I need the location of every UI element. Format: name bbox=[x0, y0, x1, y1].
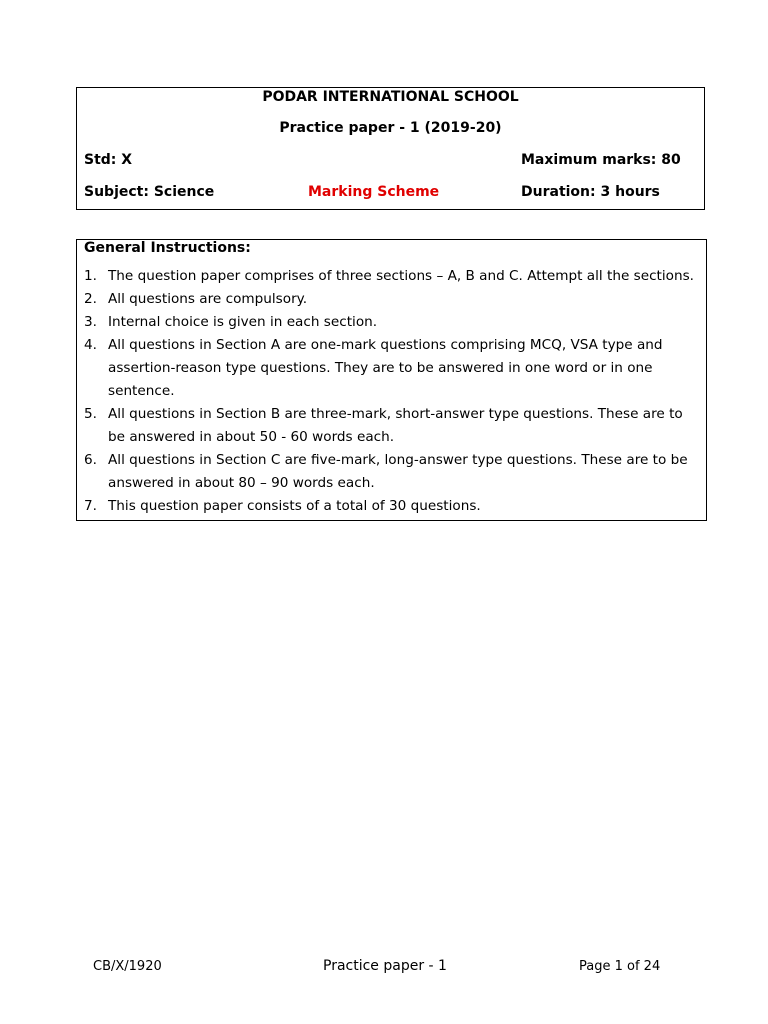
paper-header-box bbox=[76, 87, 705, 210]
school-name: PODAR INTERNATIONAL SCHOOL bbox=[262, 89, 519, 105]
instruction-number: 4. bbox=[84, 337, 97, 353]
paper-title: Practice paper - 1 (2019-20) bbox=[279, 120, 502, 136]
instruction-item bbox=[84, 311, 698, 334]
instruction-item bbox=[84, 334, 698, 403]
instructions-box bbox=[76, 239, 707, 521]
instruction-text: All questions in Section C are five-mark, long-answer type questions. These are to be answered in about 80 – 90 words each. bbox=[108, 452, 688, 491]
instruction-number: 1. bbox=[84, 268, 97, 284]
instruction-number: 6. bbox=[84, 452, 97, 468]
max-marks-label: Maximum marks: 80 bbox=[521, 152, 681, 168]
instruction-text: The question paper comprises of three sections – A, B and C. Attempt all the sections. bbox=[108, 268, 694, 284]
instructions-list bbox=[84, 265, 698, 518]
instruction-text: All questions in Section B are three-mark, short-answer type questions. These are to be answered in about 50 - 60 words each. bbox=[108, 406, 683, 445]
instruction-number: 3. bbox=[84, 314, 97, 330]
instruction-item bbox=[84, 495, 698, 518]
instruction-item bbox=[84, 265, 698, 288]
instruction-text: This question paper consists of a total of 30 questions. bbox=[108, 498, 481, 514]
instruction-text: Internal choice is given in each section. bbox=[108, 314, 378, 330]
subject-label: Subject: Science bbox=[84, 184, 215, 200]
instruction-text: All questions are compulsory. bbox=[108, 291, 308, 307]
instructions-title: General Instructions: bbox=[84, 240, 251, 256]
duration-label: Duration: 3 hours bbox=[521, 184, 660, 200]
instruction-number: 7. bbox=[84, 498, 97, 514]
footer-code: CB/X/1920 bbox=[93, 959, 162, 974]
instruction-number: 2. bbox=[84, 291, 97, 307]
instruction-item bbox=[84, 449, 698, 495]
footer-page-number: Page 1 of 24 bbox=[579, 959, 661, 974]
marking-scheme-label: Marking Scheme bbox=[308, 184, 440, 200]
instruction-number: 5. bbox=[84, 406, 97, 422]
instruction-text: All questions in Section A are one-mark questions comprising MCQ, VSA type and assertion-reason type questions. They are to be answered in one word or in one sentence. bbox=[108, 337, 663, 399]
footer-title: Practice paper - 1 bbox=[323, 958, 447, 974]
instruction-item bbox=[84, 288, 698, 311]
instruction-item bbox=[84, 403, 698, 449]
std-label: Std: X bbox=[84, 152, 133, 168]
